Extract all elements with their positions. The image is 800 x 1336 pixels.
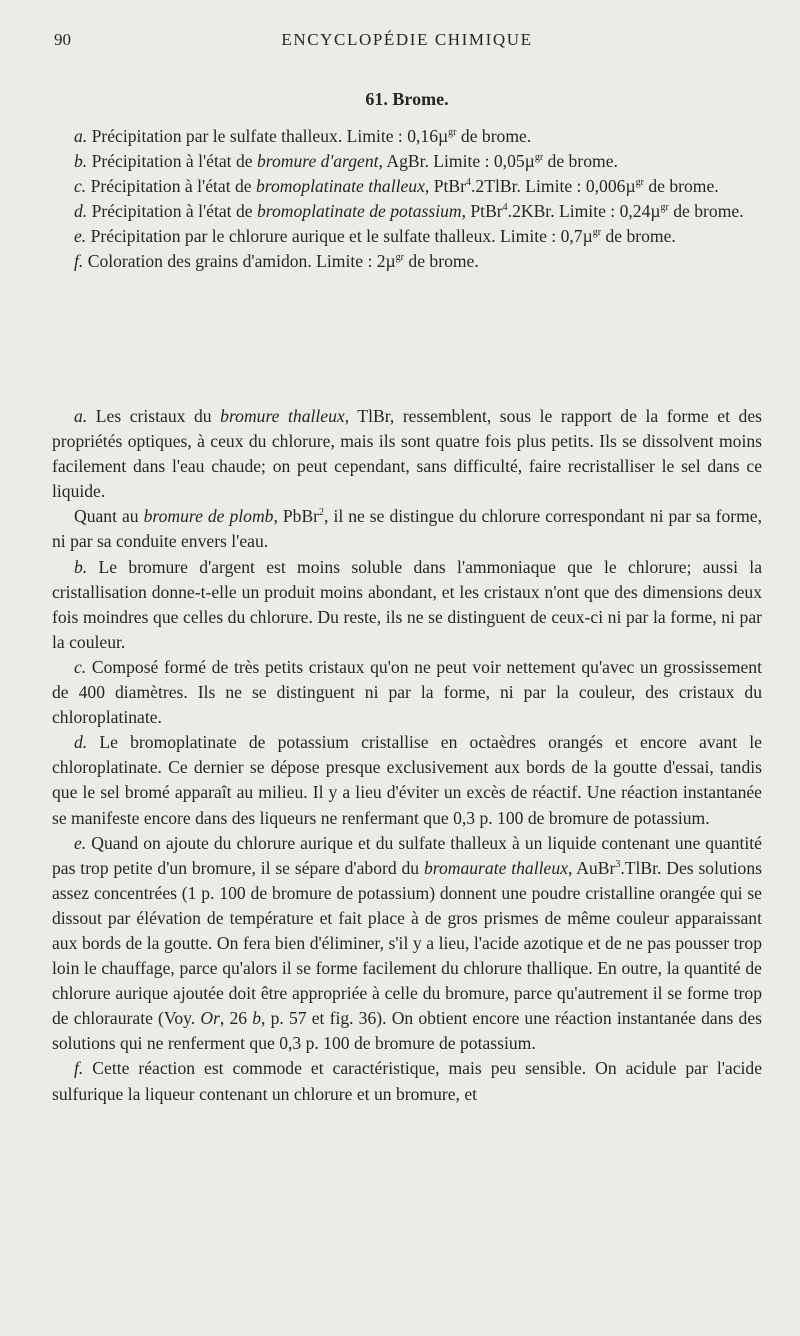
page-number: 90 — [54, 30, 71, 49]
compound-name: bromure de plomb — [143, 506, 274, 527]
item-letter: f. — [74, 251, 84, 272]
cross-reference-letter: b — [252, 1008, 262, 1029]
paragraph-text: Les cristaux du — [95, 406, 221, 426]
item-text: , PtBr — [424, 176, 466, 197]
paragraph-letter: a. — [74, 406, 88, 426]
running-head — [52, 30, 762, 52]
paragraph-text: Quand on ajoute du chlorure aurique et du sulfate thalleux à un liquide contenant une quantité pas trop petite d'un bromure, il se sépare d'abord du — [52, 832, 762, 878]
item-text: .2KBr. Limite : 0,24 — [507, 201, 651, 222]
item-text: Précipitation par le sulfate thalleux. Limite : 0,16 — [91, 126, 439, 146]
paragraph-letter: b. — [74, 556, 88, 577]
list-item — [52, 174, 762, 199]
item-letter: a. — [74, 126, 88, 146]
paragraph-b — [52, 555, 762, 655]
paragraph-text: , 26 — [219, 1008, 253, 1029]
unit-sup: gr — [395, 252, 405, 264]
test-list — [52, 124, 762, 275]
formula-sup: 2 — [319, 507, 325, 519]
compound-name: bromoplatinate de potassium — [256, 201, 462, 222]
unit-sup: gr — [448, 127, 457, 138]
paragraph-letter: d. — [74, 732, 88, 753]
item-letter: d. — [74, 201, 88, 222]
list-item — [52, 124, 762, 149]
paragraph-text: , il ne se distingue du chlorure correspondant ni par sa forme, ni par sa conduite envers l'eau. — [52, 506, 762, 552]
unit-sup: gr — [592, 227, 602, 239]
list-item — [52, 249, 762, 274]
item-text: de brome. — [668, 201, 744, 222]
item-letter: c. — [74, 176, 87, 197]
paragraph-text: , PbBr — [273, 506, 320, 527]
paragraph-text: Quant au — [74, 506, 144, 527]
unit-sup: gr — [660, 202, 669, 214]
paragraph-f — [52, 1056, 762, 1106]
item-text: de brome. — [601, 226, 676, 247]
formula-sup: 3 — [615, 858, 621, 870]
item-text: Précipitation à l'état de — [91, 151, 257, 172]
paragraph-letter: f. — [74, 1058, 84, 1079]
paragraph-letter: c. — [74, 656, 87, 677]
running-title: ENCYCLOPÉDIE CHIMIQUE — [281, 30, 533, 49]
paragraph-text: Cette réaction est commode et caractéristique, mais peu sensible. On acidule par l'acide sulfurique la liqueur contenant un chlorure et un bromure, et — [52, 1058, 762, 1104]
list-item — [52, 224, 762, 249]
item-text: , AgBr. Limite : 0,05 — [378, 151, 525, 172]
paragraph-text: .TlBr. Des solutions assez concentrées (1 p. 100 de bromure de potassium) donnent une poudre cristalline orangée qui se dissout par élévation de température et fait place à de gros prismes de même couleur apparaissant aux bords de la goutte. On fera bien d'éliminer, s'il y a lieu, l'acide azotique et de ne pas pousser trop loin le chauffage, parce qu'alors il se forme facilement du chlorure thallique. En outre, la quantité de chlorure aurique ajoutée doit être appropriée à celle du bromure, parce qu'autrement il se forme trop de chloraurate (Voy. — [52, 857, 762, 1029]
unit: µ — [438, 126, 449, 146]
compound-name: bromaurate thalleux — [423, 857, 568, 878]
cross-reference: Or — [200, 1008, 220, 1029]
paragraph-c — [52, 655, 762, 730]
unit-sup: gr — [534, 152, 544, 164]
compound-name: bromure thalleux — [220, 406, 345, 426]
item-letter: e. — [74, 226, 87, 247]
item-text: .2TlBr. Limite : 0,006 — [471, 176, 626, 197]
item-text: Précipitation à l'état de — [91, 201, 257, 222]
paragraph-a — [52, 404, 762, 504]
formula-sup: 4 — [502, 202, 508, 214]
list-item — [52, 199, 762, 224]
paragraph-a-plomb — [52, 504, 762, 554]
paragraph-text: Composé formé de très petits cristaux qu'on ne peut voir nettement qu'avec un grossissement de 400 diamètres. Ils ne se distinguent ni par la forme, ni par la couleur, des cristaux du chloroplatinate. — [52, 656, 762, 728]
unit: µ — [524, 151, 535, 172]
item-text: de brome. — [643, 176, 719, 197]
item-text: de brome. — [404, 251, 479, 272]
item-text: Précipitation par le chlorure aurique et le sulfate thalleux. Limite : 0,7 — [90, 226, 583, 247]
compound-name: bromoplatinate thalleux — [256, 176, 425, 197]
unit-sup: gr — [635, 177, 644, 189]
paragraph-letter: e. — [74, 832, 87, 853]
item-text: de brome. — [543, 151, 618, 172]
list-item — [52, 149, 762, 174]
item-letter: b. — [74, 151, 88, 172]
paragraph-e — [52, 831, 762, 1057]
unit: µ — [650, 201, 661, 222]
item-text: de brome. — [456, 126, 532, 146]
unit: µ — [582, 226, 593, 247]
compound-name: bromure d'argent — [256, 151, 379, 172]
item-text: Coloration des grains d'amidon. Limite : 2 — [87, 251, 386, 272]
section-title: 61. Brome. — [365, 89, 449, 109]
paragraph-d — [52, 730, 762, 830]
item-text: , PtBr — [461, 201, 503, 222]
unit: µ — [625, 176, 636, 197]
item-text: Précipitation à l'état de — [90, 176, 256, 197]
paragraph-text: , AuBr — [567, 857, 616, 878]
paragraph-text: Le bromure d'argent est moins soluble dans l'ammoniaque que le chlorure; aussi la cristallisation donne-t-elle un produit moins abondant, et les cristaux n'ont que des dimensions deux fois moindres que celles du chlorure. Du reste, ils ne se distinguent de ceux-ci ni par la forme, ni par la couleur. — [52, 556, 762, 652]
formula-sup: 4 — [466, 177, 471, 189]
paragraph-text: , TlBr, ressemblent, sous le rapport de la forme et des propriétés optiques, à ceux du chlorure, mais ils sont quatre fois plus petits. Ils se dissolvent moins facilement dans l'eau chaude; on peut cependant, sans difficulté, faire recristalliser le sel dans ce liquide. — [52, 406, 762, 502]
body-text — [52, 404, 762, 1107]
unit: µ — [385, 251, 396, 272]
paragraph-text: Le bromoplatinate de potassium cristallise en octaèdres orangés et encore avant le chloroplatinate. Ce dernier se dépose presque exclusivement aux bords de la goutte d'essai, tandis que le sel bromé apparaît au milieu. Il y a lieu d'éviter un excès de réactif. Une réaction instantanée se manifeste encore dans des liqueurs ne renfermant que 0,3 p. 100 de bromure de potassium. — [52, 732, 762, 828]
paragraph-text: , p. 57 et fig. 36). On obtient encore une réaction instantanée dans des solutions qui ne renferment que 0,3 p. 100 de bromure de potassium. — [52, 1008, 762, 1054]
